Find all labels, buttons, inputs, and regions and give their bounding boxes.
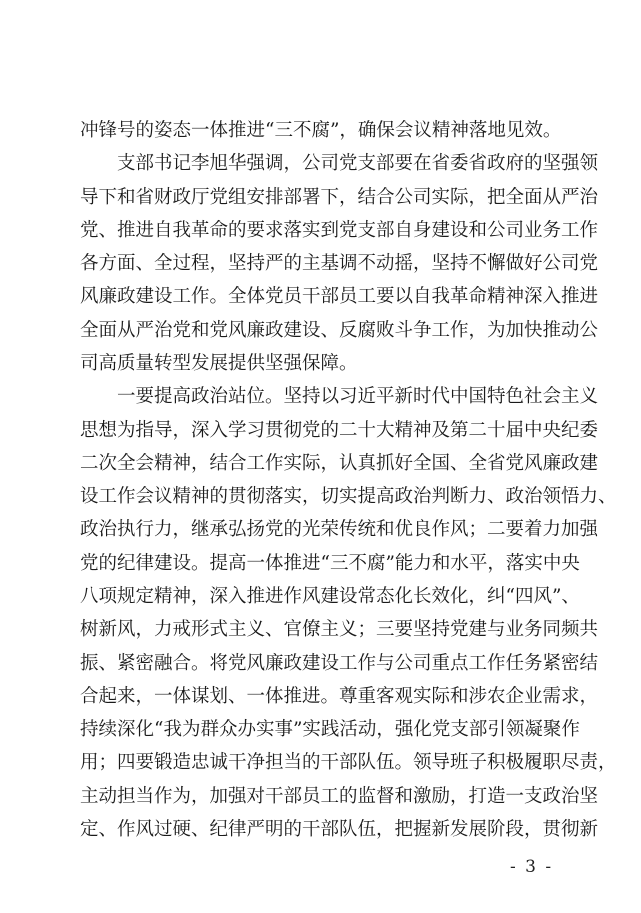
text-line-10: 思想为指导，深入学习贯彻党的二十大精神及第二十届中央纪委 xyxy=(80,420,599,441)
text-line-18: 合起来，一体谋划、一体推进。尊重客观实际和涉农企业需求， xyxy=(80,686,599,707)
text-line-4: 党、推进自我革命的要求落实到党支部自身建设和公司业务工作 xyxy=(80,220,599,241)
text-line-17: 振、紧密融合。将党风廉政建设工作与公司重点工作任务紧密结 xyxy=(80,653,599,674)
text-line-8: 司高质量转型发展提供坚强保障。 xyxy=(80,353,358,374)
text-line-3: 导下和省财政厅党组安排部署下，结合公司实际，把全面从严治 xyxy=(80,187,599,208)
text-line-15: 八项规定精神，深入推进作风建设常态化长效化，纠“四风”、 xyxy=(80,586,580,607)
text-line-6: 风廉政建设工作。全体党员干部员工要以自我革命精神深入推进 xyxy=(80,286,599,307)
text-line-13: 政治执行力，继承弘扬党的光荣传统和优良作风；二要着力加强 xyxy=(80,519,599,540)
text-line-20: 用；四要锻造忠诚干净担当的干部队伍。领导班子积极履职尽责， xyxy=(80,752,617,773)
text-line-1: 冲锋号的姿态一体推进“三不腐”，确保会议精神落地见效。 xyxy=(80,120,562,141)
page-number: - 3 - xyxy=(510,857,554,877)
text-line-16: 树新风，力戒形式主义、官僚主义；三要坚持党建与业务同频共 xyxy=(80,619,599,640)
text-line-19: 持续深化“我为群众办实事”实践活动，强化党支部引领凝聚作 xyxy=(80,719,580,740)
text-line-9: 一要提高政治站位。坚持以习近平新时代中国特色社会主义 xyxy=(117,386,599,407)
text-line-5: 各方面、全过程，坚持严的主基调不动摇，坚持不懈做好公司党 xyxy=(80,253,599,274)
text-line-12: 设工作会议精神的贯彻落实，切实提高政治判断力、政治领悟力、 xyxy=(80,486,617,507)
text-line-22: 定、作风过硬、纪律严明的干部队伍，把握新发展阶段，贯彻新 xyxy=(80,819,599,840)
text-line-7: 全面从严治党和党风廉政建设、反腐败斗争工作，为加快推动公 xyxy=(80,320,599,341)
text-line-14: 党的纪律建设。提高一体推进“三不腐”能力和水平，落实中央 xyxy=(80,553,580,574)
text-line-2: 支部书记李旭华强调，公司党支部要在省委省政府的坚强领 xyxy=(117,153,599,174)
text-line-21: 主动担当作为，加强对干部员工的监督和激励，打造一支政治坚 xyxy=(80,786,599,807)
text-line-11: 二次全会精神，结合工作实际，认真抓好全国、全省党风廉政建 xyxy=(80,453,599,474)
